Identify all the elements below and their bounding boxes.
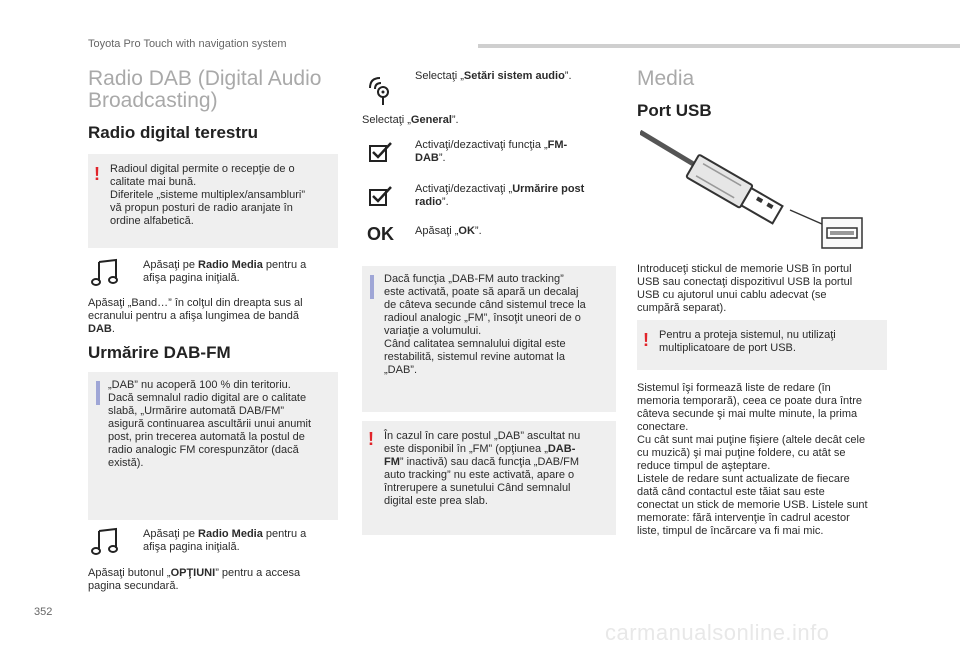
step-radio-media-2: Apăsaţi pe Radio Media pentru a afişa pagina iniţială. — [143, 528, 307, 553]
subtitle-digital-radio: Radio digital terestru — [88, 123, 259, 142]
info-text: Dacă funcţia „DAB-FM auto tracking” este activată, poate să apară un decalaj de câteva secunde când sistemul trece la radioul analogic „FM”, însoţit uneori de o variaţie a volumului. Când calitatea semnalului digital este restabilită, sistemul revine automat la „DAB”. — [384, 273, 586, 376]
info-icon — [370, 275, 374, 299]
subtitle-usb-port: Port USB — [637, 101, 712, 120]
warning-icon: ! — [368, 429, 374, 449]
warning-box — [362, 421, 616, 535]
warning-text: Radioul digital permite o recepţie de o calitate mai bună. Diferitele „sisteme multiplex/ansambluri” vă propun posturi de radio aranjate în ordine alfabetică. — [110, 163, 306, 227]
subtitle-dab-fm-tracking: Urmărire DAB-FM — [88, 343, 231, 362]
step-audio-settings: Selectaţi „Setări sistem audio”. — [415, 70, 572, 82]
step-radio-media-1: Apăsaţi pe Radio Media pentru a afişa pagina iniţială. — [143, 259, 307, 284]
step-station-tracking: Activaţi/dezactivaţi „Urmărire post radio”. — [415, 183, 585, 208]
section-title-media: Media — [637, 67, 695, 90]
step-fm-dab: Activaţi/dezactivaţi funcţia „FM- DAB”. — [415, 139, 568, 164]
usb-stick-illustration — [640, 130, 870, 252]
music-note-icon — [90, 258, 122, 288]
header-rule — [478, 44, 960, 48]
watermark: carmanualsonline.info — [605, 620, 830, 645]
playlist-info: Sistemul îşi formează liste de redare (în memoria temporară), ceea ce poate dura între câteva secunde şi mai multe minute, la prima conectare. Cu cât sunt mai puţine fişiere (altele decât cele cu muzică) şi mai puţine foldere, cu atât se reduce timpul de aşteptare. Listele de redare sunt actualizate de fiecare dată când contactul este tăiat sau este conectat un stick de memorie USB. Listele sunt memorate: fără intervenţie în cadrul acestor liste, timpul de încărcare va fi mai mic. — [637, 382, 868, 537]
audio-settings-icon — [366, 74, 406, 106]
ok-icon: OK — [367, 224, 394, 244]
music-note-icon — [90, 527, 122, 557]
usb-insert-instruction: Introduceţi stickul de memorie USB în portul USB sau conectaţi dispozitivul USB la portul USB cu ajutorul unui cablu adecvat (se cumpără separat). — [637, 263, 853, 314]
options-instruction: Apăsaţi butonul „OPŢIUNI” pentru a accesa pagina secundară. — [88, 567, 301, 592]
step-ok: Apăsaţi „OK”. — [415, 225, 482, 237]
warning-box — [637, 320, 887, 370]
warning-text: În cazul în care postul „DAB” ascultat nu este disponibil în „FM” (opţiunea „DAB- FM” inactivă) sau dacă funcţia „DAB/FM auto tracking” nu este activată, apare o întrerupere a sunetului Când semnalul digital este prea slab. — [384, 430, 581, 507]
column-1 — [88, 68, 338, 112]
info-box — [88, 372, 338, 520]
info-text: „DAB” nu acoperă 100 % din teritoriu. Dacă semnalul radio digital are o calitate slabă, „Urmărire automată DAB/FM” asigură continuarea ascultării unui anumit post, prin trecerea automată la postul de radio analogic FM corespunzător (dacă există). — [108, 379, 312, 469]
warning-box — [88, 154, 338, 248]
band-instruction: Apăsaţi „Band…” în colţul din dreapta sus al ecranului pentru a afişa lungimea de bandă DAB. — [88, 297, 303, 335]
warning-text: Pentru a proteja sistemul, nu utilizaţi multiplicatoare de port USB. — [659, 329, 836, 354]
warning-icon: ! — [94, 164, 100, 184]
step-general: Selectaţi „General”. — [362, 114, 459, 126]
checkbox-icon — [369, 141, 393, 163]
checkbox-icon — [369, 185, 393, 207]
info-box — [362, 266, 616, 412]
running-header: Toyota Pro Touch with navigation system — [88, 38, 287, 50]
info-icon — [96, 381, 100, 405]
section-title-dab: Radio DAB (Digital Audio Broadcasting) — [88, 67, 322, 112]
warning-icon: ! — [643, 330, 649, 350]
page-number: 352 — [34, 606, 53, 618]
